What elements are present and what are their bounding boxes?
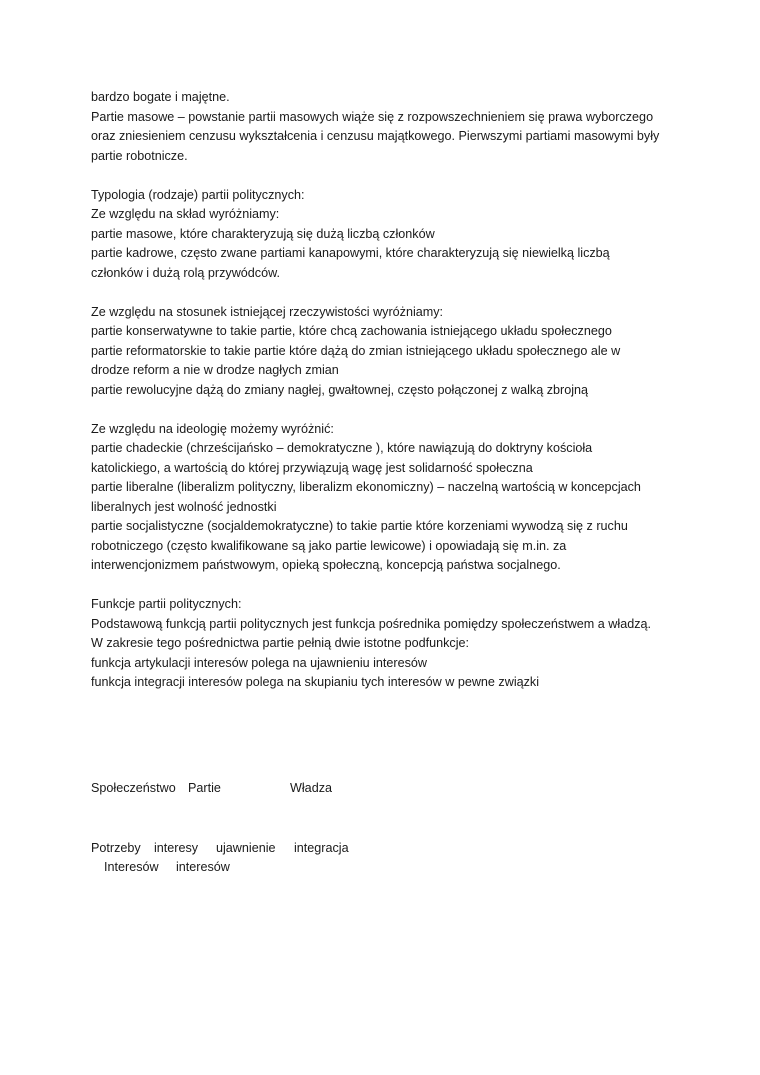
document-body [91, 88, 731, 693]
text-line: Partie masowe – powstanie partii masowych wiąże się z rozpowszechnieniem się prawa wyborczego [91, 109, 654, 124]
diagram-label-society: Społeczeństwo [91, 781, 176, 795]
text-line: partie socjalistyczne (socjaldemokratyczne) to takie partie które korzeniami wywodzą się z ruchu [91, 519, 628, 533]
text-line: robotniczego (często kwalifikowane są jako partie lewicowe) i opowiadają się m.in. za [91, 538, 567, 553]
text-line: oraz zniesieniem cenzusu wykształcenia i cenzusu majątkowego. Pierwszymi partiami masowymi były [91, 129, 660, 143]
diagram-label-interests-lower: interesów [176, 860, 230, 874]
text-line: bardzo bogate i majętne. [91, 90, 230, 104]
text-line: partie masowe, które charakteryzują się dużą liczbą członków [91, 226, 435, 241]
text-line: funkcja integracji interesów polega na skupianiu tych interesów w pewne związki [91, 675, 540, 689]
diagram-label-disclosure: ujawnienie [216, 841, 276, 855]
text-line: Ze względu na ideologię możemy wyróżnić: [91, 421, 334, 436]
text-line: W zakresie tego pośrednictwa partie pełnią dwie istotne podfunkcje: [91, 636, 470, 650]
diagram-label-interests-cap: Interesów [104, 860, 159, 874]
text-line: partie kadrowe, często zwane partiami kanapowymi, które charakteryzują się niewielką liczbą [91, 246, 610, 260]
text-line: Ze względu na stosunek istniejącej rzeczywistości wyróżniamy: [91, 304, 444, 319]
diagram-label-integration: integracja [294, 841, 349, 855]
diagram-label-parties: Partie [188, 781, 221, 795]
section-heading: Funkcje partii politycznych: [91, 597, 242, 611]
diagram-label-needs: Potrzeby [91, 841, 141, 855]
diagram-label-interests: interesy [154, 841, 199, 855]
text-line: funkcja artykulacji interesów polega na ujawnieniu interesów [91, 655, 428, 670]
text-line: partie konserwatywne to takie partie, które chcą zachowania istniejącego układu społecznego [91, 324, 612, 338]
text-line: partie reformatorskie to takie partie które dążą do zmian istniejącego układu społecznego ale w [91, 343, 621, 358]
text-line: partie robotnicze. [91, 148, 188, 163]
text-line: członków i dużą rolą przywódców. [91, 265, 280, 280]
text-line: partie rewolucyjne dążą do zmiany nagłej, gwałtownej, często połączonej z walką zbrojną [91, 382, 589, 397]
section-heading: Typologia (rodzaje) partii politycznych: [91, 187, 305, 202]
text-line: Podstawową funkcją partii politycznych jest funkcja pośrednika pomiędzy społeczeństwem a władzą. [91, 616, 651, 631]
text-line: partie liberalne (liberalizm polityczny, liberalizm ekonomiczny) – naczelną wartością w koncepcjach [91, 480, 641, 494]
text-line: katolickiego, a wartością do której przywiązują wagę jest solidarność społeczna [91, 460, 533, 475]
diagram-label-power: Władza [290, 781, 332, 795]
text-line: Ze względu na skład wyróżniamy: [91, 207, 280, 221]
text-line: liberalnych jest wolność jednostki [91, 499, 277, 514]
text-line: interwencjonizmem państwowym, opieką społeczną, koncepcją państwa socjalnego. [91, 558, 561, 572]
text-line: partie chadeckie (chrześcijańsko – demokratyczne ), które nawiązują do doktryny kościoła [91, 441, 593, 455]
text-line: drodze reform a nie w drodze nagłych zmian [91, 363, 339, 377]
